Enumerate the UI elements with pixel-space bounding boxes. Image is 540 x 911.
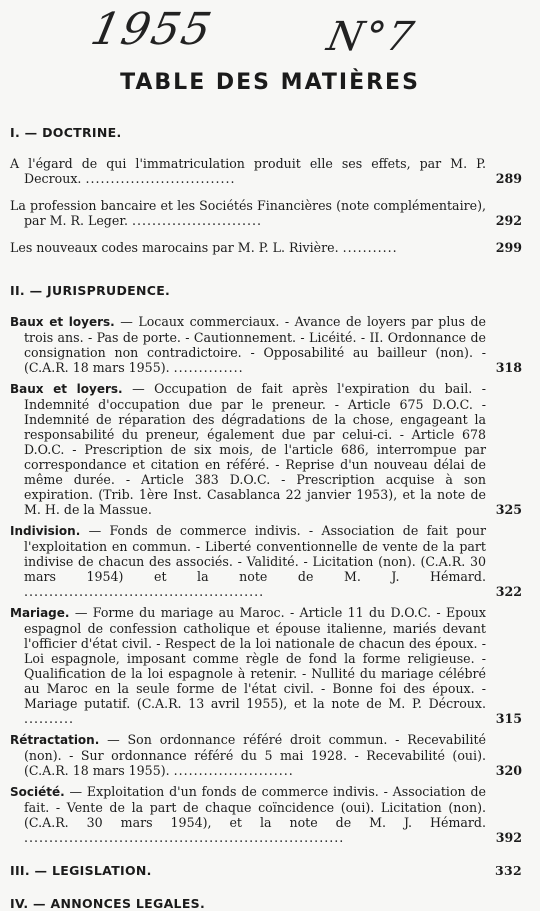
entry-label: Baux et loyers. bbox=[10, 382, 123, 396]
page-number: 332 bbox=[495, 863, 522, 878]
toc-entry bbox=[10, 240, 522, 255]
section-heading-jurisprudence: II. — JURISPRUDENCE. bbox=[10, 283, 171, 298]
entry-text: — Occupation de fait après l'expiration du bail. - Indemnité d'occupation due par le preneur. - Article 675 D.O.C. - Indemnité de réparation des dégradations de la chose, engageant la responsabilité du preneur, également due par celui-ci. - Article 678 D.O.C. - Prescription de six mois, de l'article 686, interrompue par correspondance et citation en référé. - Reprise d'un nouveau délai de même durée. - Article 383 D.O.C. - Prescription acquise à son expiration. (Trib. 1ère Inst. Casablanca 22 janvier 1953), et la note de M. H. de la Massue. bbox=[24, 381, 486, 517]
section-title: III. — LEGISLATION. bbox=[10, 863, 152, 878]
toc-entry bbox=[10, 523, 522, 599]
leader-dots: ................................................................ bbox=[24, 830, 345, 845]
entry-label: Mariage. bbox=[10, 606, 70, 620]
page-number: 315 bbox=[495, 711, 522, 726]
entry-label: Indivision. bbox=[10, 524, 81, 538]
leader-dots: ........... bbox=[342, 240, 398, 255]
toc-entry bbox=[10, 314, 522, 375]
entry-text: — Fonds de commerce indivis. - Association de fait pour l'exploitation en commun. - Liberté conventionnelle de vente de la part indivise de chacun des associés. - Validité. - Licitation (non). (C.A.R. 30 mars 1954) et la note de M. J. Hémard. bbox=[24, 523, 486, 584]
entry-text: A l'égard de qui l'immatriculation produit elle ses effets, par M. P. Decroux. bbox=[10, 156, 486, 186]
page-number: 320 bbox=[495, 763, 522, 778]
entry-text: — Forme du mariage au Maroc. - Article 11 du D.O.C. - Epoux espagnol de confession catholique et épouse italienne, mariés devant l'officier d'état civil. - Respect de la loi nationale de chacun des époux. - Loi espagnole, imposant comme règle de fond la forme religieuse. - Qualification de la loi espagnole à retenir. - Nullité du mariage célébré au Maroc en la seule forme de l'état civil. - Bonne foi des époux. - Mariage putatif. (C.A.R. 13 avril 1955), et la note de M. P. Décroux. bbox=[24, 605, 486, 711]
leader-dots: ........................ bbox=[173, 763, 294, 778]
entry-text: — Exploitation d'un fonds de commerce indivis. - Association de fait. - Vente de la part de chaque coïncidence (oui). Licitation (non). (C.A.R. 30 mars 1954), et la note de M. J. Hémard. bbox=[24, 784, 486, 830]
entry-text: — Son ordonnance référé droit commun. - Recevabilité (non). - Sur ordonnance référé du 5 mai 1928. - Recevabilité (oui). (C.A.R. 18 mars 1955). bbox=[24, 732, 486, 778]
page-number: 322 bbox=[495, 584, 522, 599]
handwritten-year: 1955 bbox=[86, 4, 218, 55]
entry-label: Baux et loyers. bbox=[10, 315, 115, 329]
toc-entry bbox=[10, 732, 522, 778]
page-title: TABLE DES MATIÈRES bbox=[120, 70, 420, 95]
table-of-contents bbox=[10, 120, 522, 911]
leader-dots: .......... bbox=[24, 711, 75, 726]
toc-entry bbox=[10, 198, 522, 228]
section-heading-legislation bbox=[10, 863, 522, 878]
page-number: 318 bbox=[495, 360, 522, 375]
handwritten-number: N°7 bbox=[323, 14, 420, 60]
page-number: 325 bbox=[495, 502, 522, 517]
entry-text: La profession bancaire et les Sociétés Financières (note complémentaire), par M. R. Leger. bbox=[10, 198, 486, 228]
page-number: 392 bbox=[495, 830, 522, 845]
toc-entry bbox=[10, 784, 522, 845]
leader-dots: ................................................ bbox=[24, 584, 265, 599]
entry-text: — Locaux commerciaux. - Avance de loyers par plus de trois ans. - Pas de porte. - Cautionnement. - Licéité. - II. Ordonnance de consignation non contradictoire. - Opposabilité au bailleur (non). - (C.A.R. 18 mars 1955). bbox=[24, 314, 486, 375]
entry-label: Rétractation. bbox=[10, 733, 100, 747]
section-heading-doctrine: I. — DOCTRINE. bbox=[10, 125, 122, 140]
leader-dots: .............. bbox=[173, 360, 244, 375]
page-number: 289 bbox=[495, 171, 522, 186]
toc-entry bbox=[10, 156, 522, 186]
leader-dots: .......................... bbox=[131, 213, 263, 228]
toc-entry bbox=[10, 605, 522, 726]
entry-text: Les nouveaux codes marocains par M. P. L. Rivière. bbox=[10, 240, 339, 255]
toc-entry bbox=[10, 381, 522, 517]
leader-dots: .............................. bbox=[85, 171, 236, 186]
page-number: 299 bbox=[495, 240, 522, 255]
page-number: 292 bbox=[495, 213, 522, 228]
entry-label: Société. bbox=[10, 785, 65, 799]
section-heading-annonces: IV. — ANNONCES LEGALES. bbox=[10, 896, 206, 911]
